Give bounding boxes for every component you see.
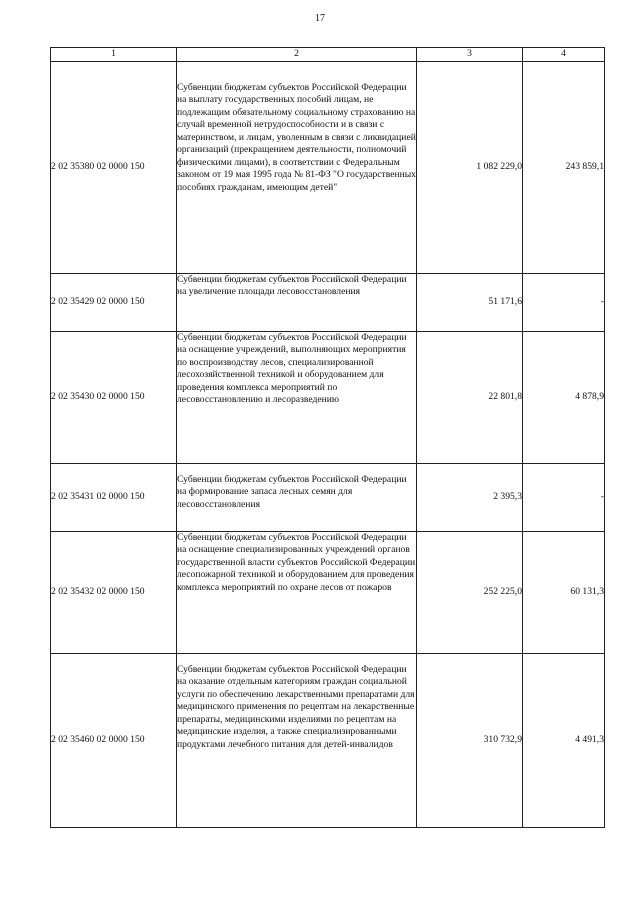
row-description: Субвенции бюджетам субъектов Российской Федерации на оснащение специализированных учреждений органов государственной власти субъектов Российской Федерации лесопожарной техникой и оборудованием для проведения комплекса мероприятий по охране лесов от пожаров: [177, 531, 417, 653]
row-value-col3: 1 082 229,0: [417, 61, 523, 273]
row-value-col3: 22 801,8: [417, 331, 523, 463]
row-code: 2 02 35430 02 0000 150: [51, 331, 177, 463]
row-code: 2 02 35432 02 0000 150: [51, 531, 177, 653]
row-value-col4: -: [523, 273, 605, 331]
row-description: Субвенции бюджетам субъектов Российской Федерации на оснащение учреждений, выполняющих мероприятия по воспроизводству лесов, специализированной лесохозяйственной техникой и оборудованием для проведения комплекса мероприятий по лесовосстановлению и лесоразведению: [177, 331, 417, 463]
row-value-col4: -: [523, 463, 605, 531]
row-value-col4: 60 131,3: [523, 531, 605, 653]
column-header-2: 2: [177, 48, 417, 62]
budget-table: [50, 47, 605, 828]
row-value-col3: 252 225,0: [417, 531, 523, 653]
row-value-col4: 4 491,3: [523, 653, 605, 827]
row-description: Субвенции бюджетам субъектов Российской Федерации на выплату государственных пособий лицам, не подлежащим обязательному социальному страхованию на случай временной нетрудоспособности и в связи с материнством, и лицам, уволенным в связи с ликвидацией организаций (прекращением деятельности, полномочий физическими лицами), в соответствии с Федеральным законом от 19 мая 1995 года № 81-ФЗ "О государственных пособиях гражданам, имеющим детей": [177, 61, 417, 273]
table-row: [51, 463, 605, 531]
page-number: 17: [315, 13, 325, 24]
row-value-col3: 51 171,6: [417, 273, 523, 331]
table-row: [51, 653, 605, 827]
row-code: 2 02 35380 02 0000 150: [51, 61, 177, 273]
row-description: Субвенции бюджетам субъектов Российской Федерации на формирование запаса лесных семян для лесовосстановления: [177, 463, 417, 531]
row-description: Субвенции бюджетам субъектов Российской Федерации на увеличение площади лесовосстановления: [177, 273, 417, 331]
row-value-col3: 2 395,3: [417, 463, 523, 531]
column-header-1: 1: [51, 48, 177, 62]
column-header-4: 4: [523, 48, 605, 62]
column-header-3: 3: [417, 48, 523, 62]
table-row: [51, 273, 605, 331]
table-header-row: [51, 48, 605, 62]
row-value-col4: 243 859,1: [523, 61, 605, 273]
row-code: 2 02 35460 02 0000 150: [51, 653, 177, 827]
row-code: 2 02 35429 02 0000 150: [51, 273, 177, 331]
row-description: Субвенции бюджетам субъектов Российской Федерации на оказание отдельным категориям граждан социальной услуги по обеспечению лекарственными препаратами для медицинского применения по рецептам на лекарственные препараты, медицинскими изделиями по рецептам на медицинские изделия, а также специализированными продуктами лечебного питания для детей-инвалидов: [177, 653, 417, 827]
table-row: [51, 61, 605, 273]
row-value-col3: 310 732,9: [417, 653, 523, 827]
table-row: [51, 531, 605, 653]
row-code: 2 02 35431 02 0000 150: [51, 463, 177, 531]
row-value-col4: 4 878,9: [523, 331, 605, 463]
table-row: [51, 331, 605, 463]
